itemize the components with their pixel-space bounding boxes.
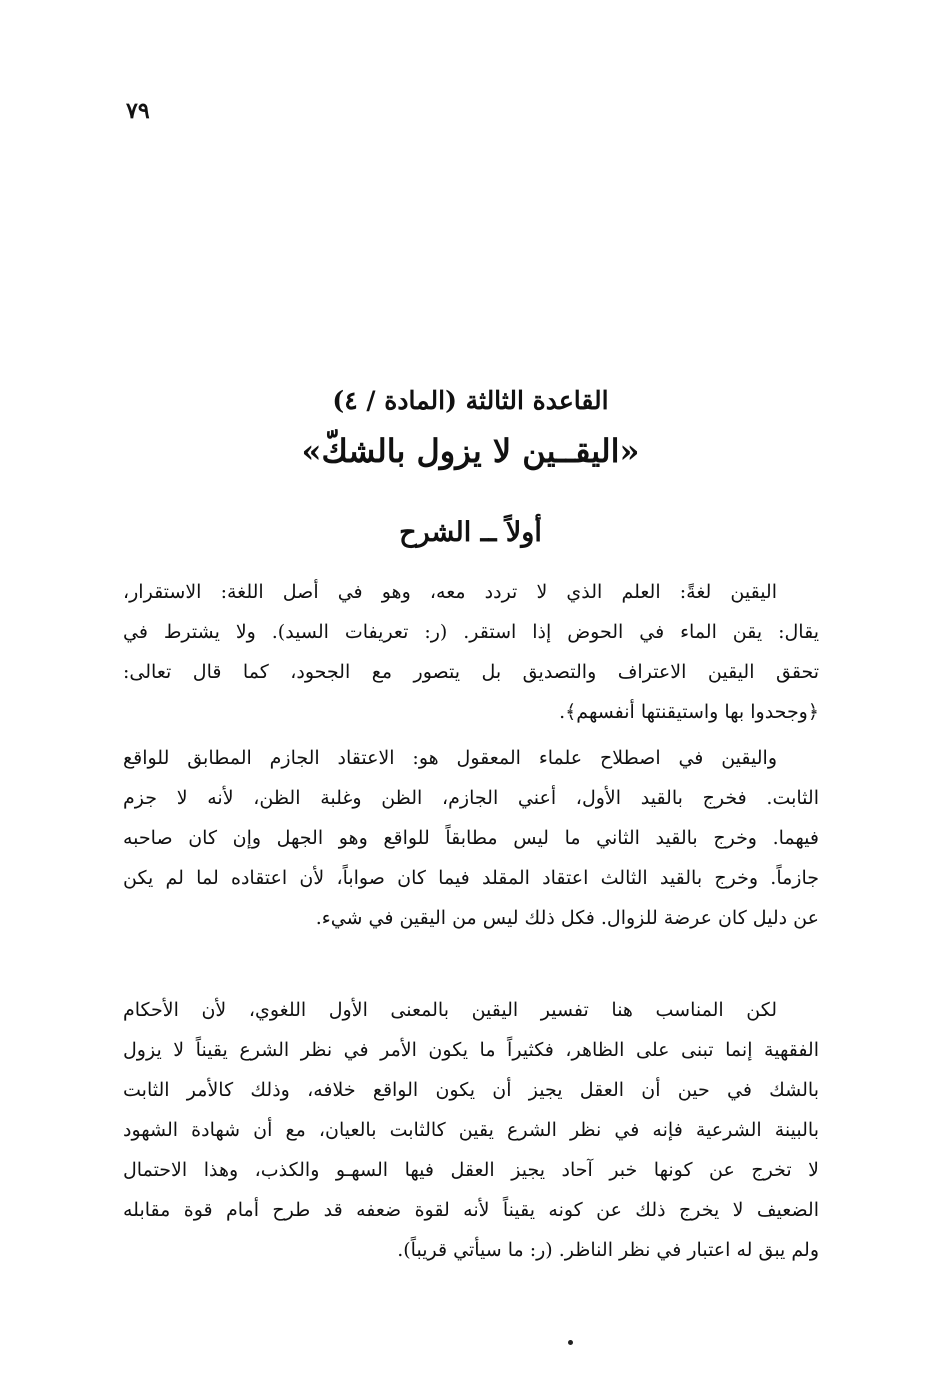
paragraph-line: الفقهية إنما تبنى على الظاهر، فكثيراً ما يكون الأمر في نظر الشرع يقيناً لا يزول: [123, 1039, 819, 1061]
paragraph-line: الثابت. فخرج بالقيد الأول، أعني الجازم، الظن وغلبة الظن، لأنه لا جزم: [123, 787, 819, 809]
paragraph-line: لكن المناسب هنا تفسير اليقين بالمعنى الأول اللغوي، لأن الأحكام: [123, 999, 777, 1021]
section-title: أولاً ــ الشرح: [399, 517, 542, 548]
paragraph-line: لا تخرج عن كونها خبر آحاد يجيز العقل فيها السهـو والكذب، وهذا الاحتمال: [123, 1159, 819, 1181]
paragraph-line: الضعيف لا يخرج ذلك عن كونه يقيناً لأنه لقوة ضعفه قد طرح أمام قوة مقابله: [123, 1199, 819, 1221]
paragraph-line: تحقق اليقين الاعتراف والتصديق بل يتصور مع الجحود، كما قال تعالى:: [123, 661, 819, 683]
paragraph-line: بالبينة الشرعية فإنه في نظر الشرع يقين كالثابت بالعيان، مع أن شهادة الشهود: [123, 1119, 819, 1141]
paragraph-line: فيهما. وخرج بالقيد الثاني ما ليس مطابقاً للواقع وهو الجهل وإن كان صاحبه: [123, 827, 819, 849]
paragraph-line: اليقين لغةً: العلم الذي لا تردد معه، وهو في أصل اللغة: الاستقرار،: [123, 581, 777, 603]
paragraph-line: جازماً. وخرج بالقيد الثالث اعتقاد المقلد فيما كان صواباً، لأن اعتقاده لما لم يكن: [123, 867, 819, 889]
paragraph-line: عن دليل كان عرضة للزوال. فكل ذلك ليس من اليقين في شيء.: [315, 907, 819, 929]
paragraph-definition-language: [123, 572, 819, 732]
paragraph-line: يقال: يقن الماء في الحوض إذا استقر. (ر: تعريفات السيد). ولا يشترط في: [123, 621, 819, 643]
rule-title: القاعدة الثالثة (المادة / ٤): [332, 386, 609, 415]
paragraph-line: بالشك في حين أن العقل يجيز أن يكون الواقع خلافه، وذلك كالأمر الثابت: [123, 1079, 819, 1101]
page-mark: [568, 1340, 573, 1345]
paragraph-application: [123, 990, 819, 1270]
paragraph-line: ﴿وجحدوا بها واستيقنتها أنفسهم﴾.: [559, 701, 819, 723]
paragraph-line: واليقين في اصطلاح علماء المعقول هو: الاعتقاد الجازم المطابق للواقع: [123, 747, 777, 769]
page-number: ٧٩: [126, 98, 150, 124]
paragraph-line: ولم يبق له اعتبار في نظر الناظر. (ر: ما سيأتي قريباً).: [397, 1239, 819, 1261]
rule-name: «اليقــين لا يزول بالشكّ»: [301, 432, 640, 470]
paragraph-definition-logic: [123, 738, 819, 938]
